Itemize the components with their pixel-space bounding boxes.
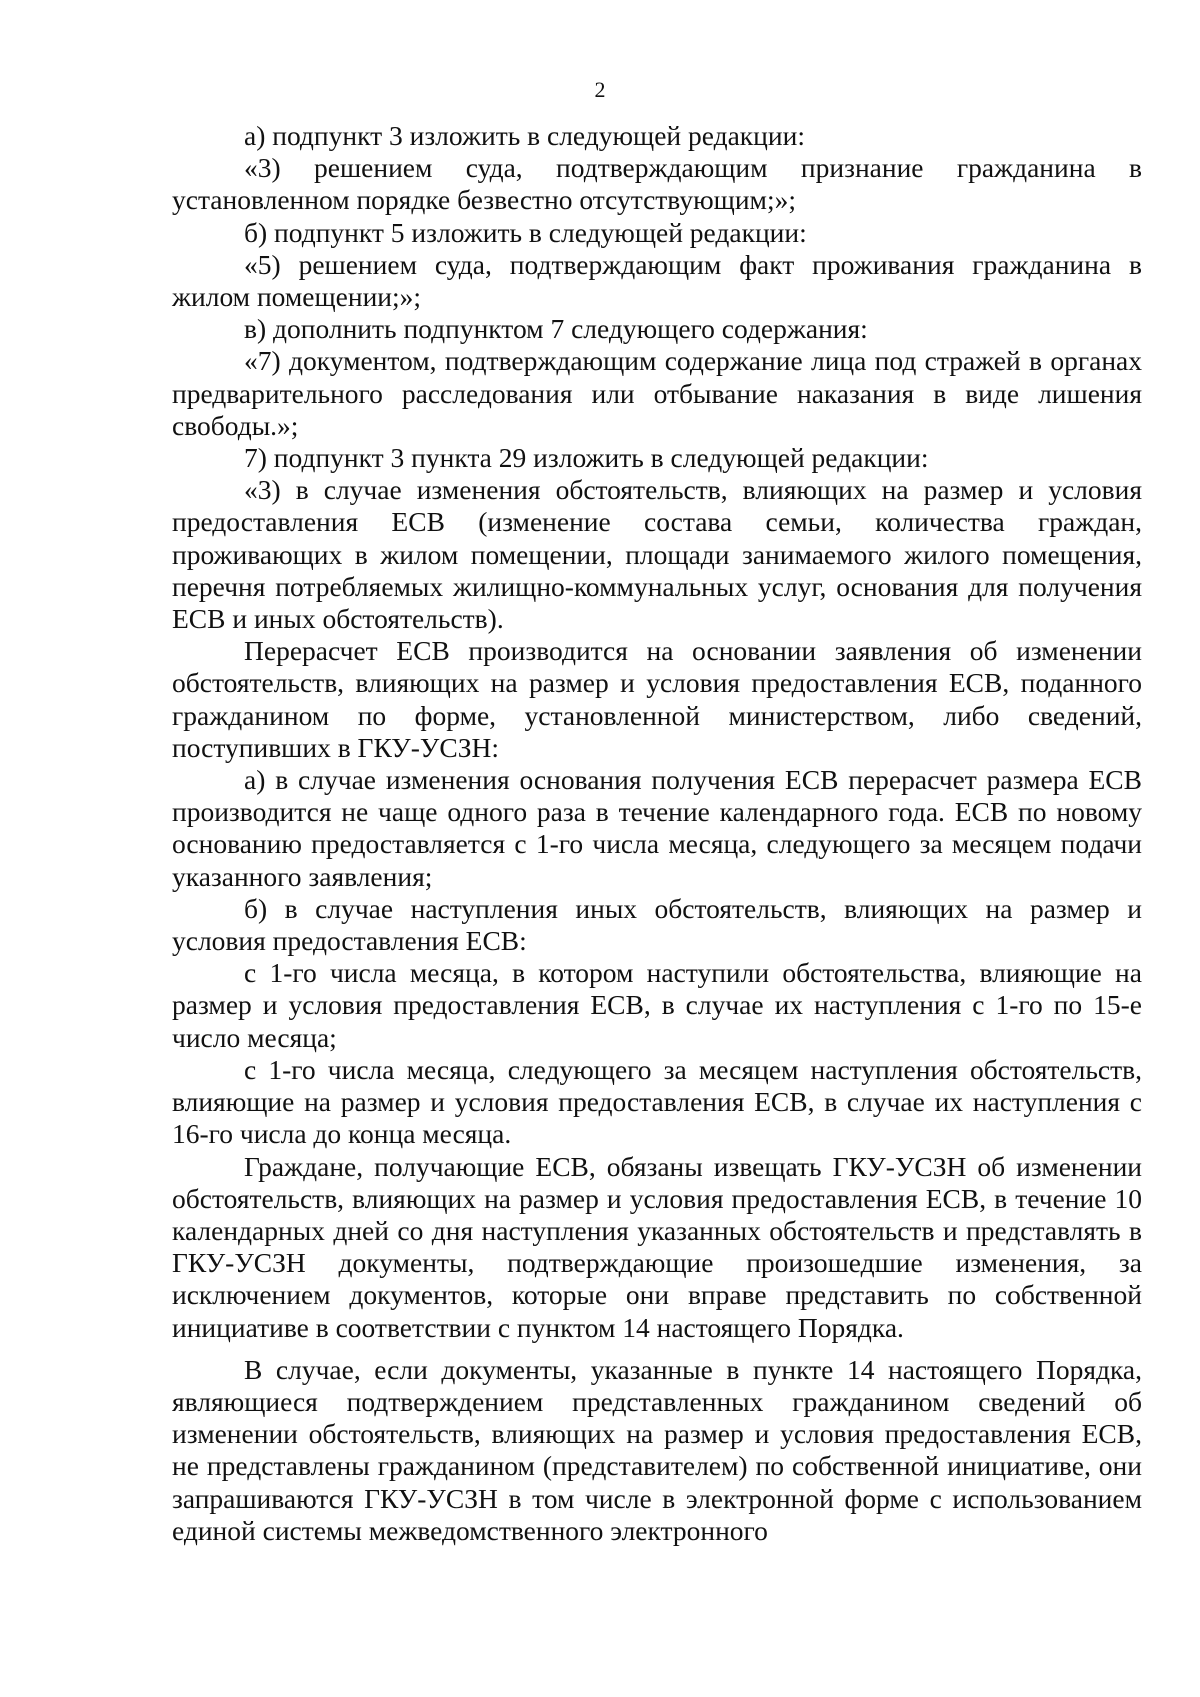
paragraph-13: с 1-го числа месяца, следующего за месяцем наступления обстоятельств, влияющие на размер и условия предоставления ЕСВ, в случае их наступления с 16-го числа до конца месяца. [172,1053,1142,1150]
paragraph-9: Перерасчет ЕСВ производится на основании заявления об изменении обстоятельств, влияющих на размер и условия предоставления ЕСВ, поданного гражданином по форме, установленной министерством, либо сведений, поступивших в ГКУ-УСЗН: [172,635,1142,763]
paragraph-12: с 1-го числа месяца, в котором наступили обстоятельства, влияющие на размер и условия предоставления ЕСВ, в случае их наступления с 1-го по 15-е число месяца; [172,957,1142,1053]
document-body [172,120,1142,1547]
page-number: 2 [594,77,606,102]
paragraph-14: Граждане, получающие ЕСВ, обязаны извещать ГКУ-УСЗН об изменении обстоятельств, влияющих на размер и условия предоставления ЕСВ, в течение 10 календарных дней со дня наступления указанных обстоятельств и представлять в ГКУ-УСЗН документы, подтверждающие произошедшие изменения, за исключением документов, которые они вправе представить по собственной инициативе в соответствии с пунктом 14 настоящего Порядка. [172,1150,1142,1343]
paragraph-3: б) подпункт 5 изложить в следующей редакции: [244,216,807,248]
paragraph-7: 7) подпункт 3 пункта 29 изложить в следующей редакции: [244,442,929,474]
paragraph-15: В случае, если документы, указанные в пункте 14 настоящего Порядка, являющиеся подтверждением представленных гражданином сведений об изменении обстоятельств, влияющих на размер и условия предоставления ЕСВ, не представлены гражданином (представителем) по собственной инициативе, они запрашиваются ГКУ-УСЗН в том числе в электронной форме с использованием единой системы межведомственного электронного [172,1353,1142,1546]
paragraph-10: а) в случае изменения основания получения ЕСВ перерасчет размера ЕСВ производится не чаще одного раза в течение календарного года. ЕСВ по новому основанию предоставляется с 1-го числа месяца, следующего за месяцем подачи указанного заявления; [172,764,1142,892]
paragraph-1: а) подпункт 3 изложить в следующей редакции: [244,120,805,151]
paragraph-2: «3) решением суда, подтверждающим признание гражданина в установленном порядке безвестно отсутствующим;»; [172,152,1142,216]
paragraph-6: «7) документом, подтверждающим содержание лица под стражей в органах предварительного расследования или отбывание наказания в виде лишения свободы.»; [172,345,1142,441]
paragraph-11: б) в случае наступления иных обстоятельств, влияющих на размер и условия предоставления ЕСВ: [172,892,1142,957]
paragraph-4: «5) решением суда, подтверждающим факт проживания гражданина в жилом помещении;»; [172,248,1142,313]
paragraph-5: в) дополнить подпунктом 7 следующего содержания: [244,313,868,345]
paragraph-8: «3) в случае изменения обстоятельств, влияющих на размер и условия предоставления ЕСВ (изменение состава семьи, количества граждан, проживающих в жилом помещении, площади занимаемого жилого помещения, перечня потребляемых жилищно-коммунальных услуг, основания для получения ЕСВ и иных обстоятельств). [172,474,1142,635]
